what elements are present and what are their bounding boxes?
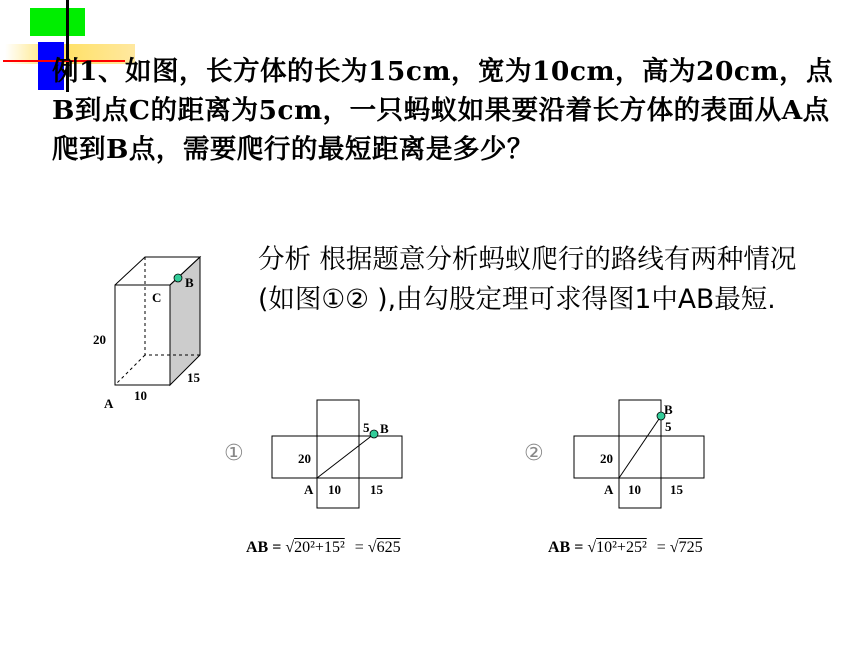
net2-label-seg2: 15 (670, 482, 683, 497)
deco-green-square (30, 8, 85, 36)
net2-middle-strip (574, 436, 704, 478)
net1-label-seg2: 15 (370, 482, 383, 497)
net1-label-b: B (380, 421, 389, 436)
cuboid-front-face (115, 285, 170, 385)
net2-top-face (619, 400, 661, 436)
net2-diagram (572, 398, 712, 508)
cuboid-label-c: C (152, 290, 162, 305)
net2-label-seg1: 10 (628, 482, 641, 497)
cuboid-point-b (174, 274, 182, 282)
cuboid-label-a: A (104, 396, 114, 411)
formula1-sqrt2-icon: √ (367, 539, 377, 556)
analysis-text: 分析 根据题意分析蚂蚁爬行的路线有两种情况(如图①② ),由勾股定理可求得图1中AB最短. (258, 244, 797, 315)
formula2-expr: 10²+25² (596, 539, 647, 556)
net1-label-a: A (304, 482, 314, 497)
formula1-result: 625 (376, 539, 401, 556)
net1-middle-strip (272, 436, 402, 478)
cuboid-label-length: 10 (134, 388, 147, 403)
problem-text: 例1、如图，长方体的长为15cm，宽为10cm，高为20cm，点B到点C的距离为5cm，一只蚂蚁如果要沿着长方体的表面从A点爬到B点，需要爬行的最短距离是多少？ (52, 56, 834, 165)
formula2-lhs: AB = (548, 539, 584, 556)
cuboid-diagram (90, 240, 220, 415)
net2-label-a: A (604, 482, 614, 497)
net1-path-ab (317, 434, 374, 478)
net2-path-ab (619, 416, 661, 478)
net1-diagram (270, 398, 410, 508)
formula2-sqrt2-icon: √ (669, 539, 679, 556)
net2-label-height: 20 (600, 451, 613, 466)
formula1-lhs: AB = (246, 539, 282, 556)
formula1-expr: 20²+15² (294, 539, 345, 556)
formula2-result: 725 (678, 539, 703, 556)
net1-top-face (317, 400, 359, 436)
net2-label-b: B (664, 402, 673, 417)
net1-label-seg1: 10 (328, 482, 341, 497)
formula1-eq: = (354, 539, 364, 556)
net1-marker: ① (224, 441, 244, 466)
formula-2 (548, 539, 703, 557)
net1-label-height: 20 (298, 451, 311, 466)
cuboid-label-height: 20 (93, 332, 106, 347)
cuboid-hidden-edge-diagonal (115, 355, 145, 385)
cuboid-label-b: B (185, 275, 194, 290)
formula-1 (246, 539, 401, 557)
formula1-sqrt-icon: √ (285, 539, 295, 556)
cuboid-label-width: 15 (187, 370, 200, 385)
net2-label-dist: 5 (665, 419, 672, 434)
formula2-sqrt-icon: √ (587, 539, 597, 556)
formula2-eq: = (656, 539, 666, 556)
net1-point-b (370, 430, 378, 438)
net1-label-dist: 5 (363, 420, 370, 435)
net2-marker: ② (524, 441, 544, 466)
